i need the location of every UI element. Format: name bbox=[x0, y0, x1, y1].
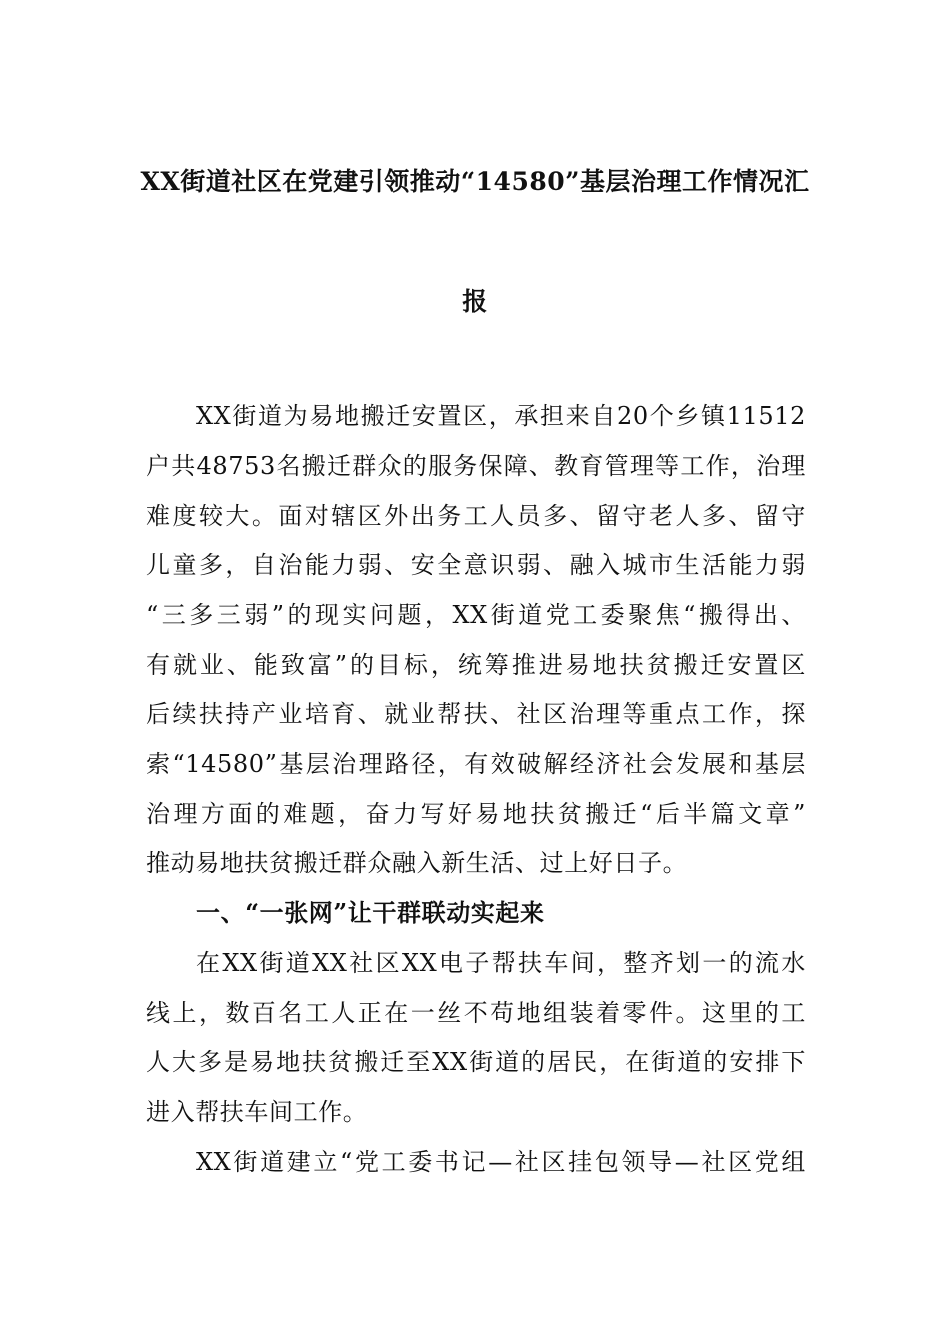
section-heading-1: 一、“一张网”让干群联动实起来 bbox=[196, 898, 545, 927]
paragraph-1-line: XX街道为易地搬迁安置区，承担来自20个乡镇11512 bbox=[196, 402, 806, 430]
paragraph-1-line: 治理方面的难题，奋力写好易地扶贫搬迁“后半篇文章” bbox=[146, 800, 806, 828]
paragraph-2-line: 线上，数百名工人正在一丝不苟地组装着零件。这里的工 bbox=[146, 999, 806, 1027]
document-title-line-2: 报 bbox=[462, 287, 488, 316]
paragraph-2-line: 人大多是易地扶贫搬迁至XX街道的居民，在街道的安排下 bbox=[146, 1048, 806, 1076]
paragraph-3-line: XX街道建立“党工委书记—社区挂包领导—社区党组 bbox=[196, 1148, 806, 1176]
paragraph-1-line: 后续扶持产业培育、就业帮扶、社区治理等重点工作，探 bbox=[146, 700, 806, 728]
document-title-line-1: XX街道社区在党建引领推动“14580”基层治理工作情况汇 bbox=[140, 167, 810, 196]
paragraph-1-line: 难度较大。面对辖区外出务工人员多、留守老人多、留守 bbox=[146, 502, 806, 530]
paragraph-1-line: 推动易地扶贫搬迁群众融入新生活、过上好日子。 bbox=[146, 849, 688, 877]
paragraph-2-line: 在XX街道XX社区XX电子帮扶车间，整齐划一的流水 bbox=[196, 949, 806, 977]
paragraph-1-line: 有就业、能致富”的目标，统筹推进易地扶贫搬迁安置区 bbox=[146, 651, 806, 679]
paragraph-1-line: 儿童多，自治能力弱、安全意识弱、融入城市生活能力弱 bbox=[146, 551, 806, 579]
paragraph-1-line: 户共48753名搬迁群众的服务保障、教育管理等工作，治理 bbox=[146, 452, 806, 480]
paragraph-2-line: 进入帮扶车间工作。 bbox=[146, 1098, 368, 1126]
paragraph-1-line: 索“14580”基层治理路径，有效破解经济社会发展和基层 bbox=[146, 750, 806, 778]
paragraph-1-line: “三多三弱”的现实问题，XX街道党工委聚焦“搬得出、 bbox=[146, 601, 806, 629]
